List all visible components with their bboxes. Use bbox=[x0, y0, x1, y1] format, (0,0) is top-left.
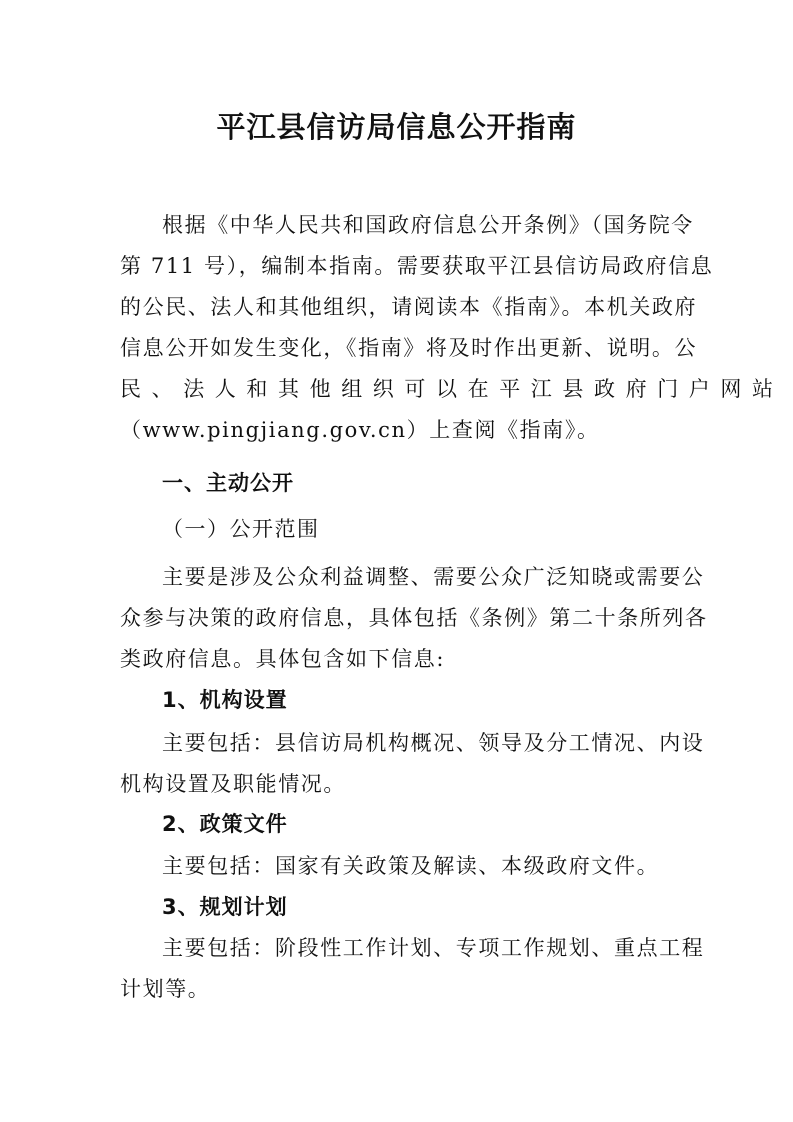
item-line: 主要包括：国家有关政策及解读、本级政府文件。 bbox=[162, 854, 660, 878]
scope-line: 众参与决策的政府信息，具体包括《条例》第二十条所列各 bbox=[120, 606, 708, 630]
intro-line: 根据《中华人民共和国政府信息公开条例》（国务院令 bbox=[162, 213, 694, 237]
item-paragraph bbox=[120, 846, 676, 887]
item-line: 计划等。 bbox=[120, 977, 211, 1001]
intro-line: 信息公开如发生变化，《指南》将及时作出更新、说明。公 bbox=[120, 336, 698, 360]
scope-line: 主要是涉及公众利益调整、需要公众广泛知晓或需要公 bbox=[162, 565, 705, 589]
scope-paragraph bbox=[120, 557, 708, 680]
item-paragraph bbox=[120, 723, 705, 805]
intro-line: 民、法人和其他组织可以在平江县政府门户网站 bbox=[120, 377, 784, 401]
item-heading: 2、政策文件 bbox=[162, 812, 288, 836]
item-line: 机构设置及职能情况。 bbox=[120, 772, 346, 796]
intro-line: 的公民、法人和其他组织，请阅读本《指南》。本机关政府 bbox=[120, 295, 698, 319]
intro-paragraph bbox=[120, 205, 784, 451]
page-title: 平江县信访局信息公开指南 bbox=[216, 110, 577, 144]
item-heading: 3、规划计划 bbox=[162, 895, 288, 919]
scope-line: 类政府信息。具体包含如下信息: bbox=[120, 647, 446, 671]
item-paragraph bbox=[120, 928, 705, 1010]
item-heading: 1、机构设置 bbox=[162, 688, 288, 712]
item-line: 主要包括：阶段性工作计划、专项工作规划、重点工程 bbox=[162, 936, 705, 960]
subsection-heading: （一）公开范围 bbox=[162, 517, 320, 541]
intro-line: （www.pingjiang.gov.cn）上查阅《指南》。 bbox=[120, 418, 600, 442]
intro-line: 第 711 号），编制本指南。需要获取平江县信访局政府信息 bbox=[120, 254, 714, 278]
section-heading: 一、主动公开 bbox=[162, 471, 294, 495]
item-line: 主要包括：县信访局机构概况、领导及分工情况、内设 bbox=[162, 731, 705, 755]
